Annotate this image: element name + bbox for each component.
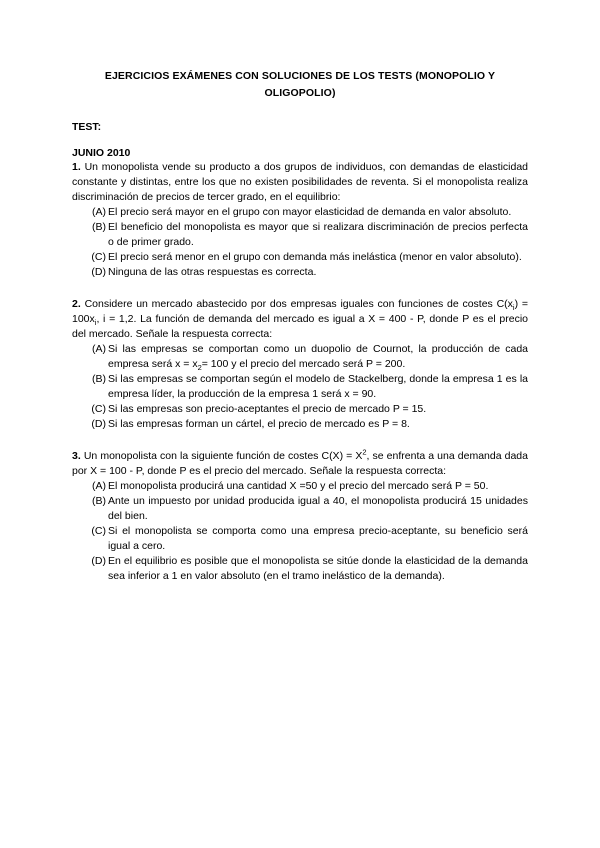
question-text: , i = 1,2. La función de demanda del mercado es igual a X = 400 - P, donde P es el precio del mercado. Señale la respuesta correcta: (72, 313, 528, 340)
option-text: El precio será menor en el grupo con demanda más inelástica (menor en valor absoluto). (108, 251, 522, 263)
section-title: JUNIO 2010 (72, 147, 131, 159)
option-letter: (B) (92, 495, 106, 507)
subscript: i (512, 303, 515, 313)
option-a (72, 479, 528, 494)
question-text: Un monopolista con la siguiente función de costes C(X) = X (83, 450, 363, 462)
option-text-part: Si las empresas se comportan como un duopolio de Cournot, la producción de cada empresa será x = x (108, 343, 528, 370)
option-b (72, 494, 528, 524)
option-letter: (D) (91, 266, 106, 278)
option-b (72, 220, 528, 250)
option-text: El monopolista producirá una cantidad X =50 y el precio del mercado será P = 50. (108, 480, 489, 492)
options-list (72, 479, 528, 584)
option-text (108, 342, 528, 372)
option-text: Ninguna de las otras respuestas es correcta. (108, 266, 317, 278)
question-text: Considere un mercado abastecido por dos empresas iguales con funciones de costes C(x (84, 298, 513, 310)
question-text: Un monopolista vende su producto a dos grupos de individuos, con demandas de elasticidad constante y distintas, entre los que no existen posibilidades de reventa. Si el monopolista realiza discriminación de precios de tercer grado, en el equilibrio: (72, 161, 529, 203)
option-text: El precio será mayor en el grupo con mayor elasticidad de demanda en valor absoluto. (108, 206, 512, 218)
option-d (72, 265, 528, 280)
superscript: 2 (362, 447, 367, 457)
document-title: EJERCICIOS EXÁMENES CON SOLUCIONES DE LOS TESTS (MONOPOLIO Y OLIGOPOLIO) (104, 70, 496, 99)
option-letter: (D) (91, 418, 106, 430)
question-stem (72, 160, 528, 205)
option-text: El beneficio del monopolista es mayor que si realizara discriminación de precios perfecta o de primer grado. (108, 221, 528, 248)
test-label: TEST: (72, 121, 102, 133)
option-letter: (C) (91, 525, 106, 537)
option-d (72, 554, 528, 584)
option-letter: (C) (91, 403, 106, 415)
option-a (72, 205, 528, 220)
option-text: Ante un impuesto por unidad producida igual a 40, el monopolista producirá 15 unidades del bien. (108, 495, 528, 522)
option-a (72, 342, 528, 372)
option-text: En el equilibrio es posible que el monopolista se sitúe donde la elasticidad de la demanda sea inferior a 1 en valor absoluto (en el tramo inelástico de la demanda). (108, 555, 528, 582)
question-stem (72, 449, 528, 479)
question-text: ) = 100x (72, 298, 529, 325)
option-c (72, 524, 528, 554)
option-letter: (B) (92, 221, 106, 233)
document-page (72, 68, 528, 601)
question-text: , se enfrenta a una demanda dada por X = 100 - P, donde P es el precio del mercado. Señale la respuesta correcta: (72, 450, 528, 477)
option-text: Si las empresas se comportan según el modelo de Stackelberg, donde la empresa 1 es la empresa líder, la producción de la empresa 1 será x = 90. (108, 373, 528, 400)
subscript: 2 (197, 363, 202, 373)
option-letter: (D) (91, 555, 106, 567)
question-number: 1. (72, 161, 81, 173)
question-2 (72, 297, 528, 432)
question-1 (72, 160, 528, 280)
question-stem (72, 297, 528, 342)
option-text: Si las empresas forman un cártel, el precio de mercado es P = 8. (108, 418, 410, 430)
option-letter: (A) (92, 343, 106, 355)
options-list (72, 205, 528, 280)
option-letter: (B) (92, 373, 106, 385)
option-text: Si el monopolista se comporta como una empresa precio-aceptante, su beneficio será igual a cero. (108, 525, 528, 552)
option-letter: (C) (91, 251, 106, 263)
option-c (72, 250, 528, 265)
question-number: 2. (72, 298, 81, 310)
option-b (72, 372, 528, 402)
option-letter: (A) (92, 480, 106, 492)
question-number: 3. (72, 450, 81, 462)
question-3 (72, 449, 528, 584)
options-list (72, 342, 528, 432)
option-text: Si las empresas son precio-aceptantes el precio de mercado P = 15. (108, 403, 427, 415)
option-c (72, 402, 528, 417)
option-text-part: = 100 y el precio del mercado será P = 200. (201, 358, 406, 370)
subscript: i (94, 318, 97, 328)
option-letter: (A) (92, 206, 106, 218)
option-d (72, 417, 528, 432)
